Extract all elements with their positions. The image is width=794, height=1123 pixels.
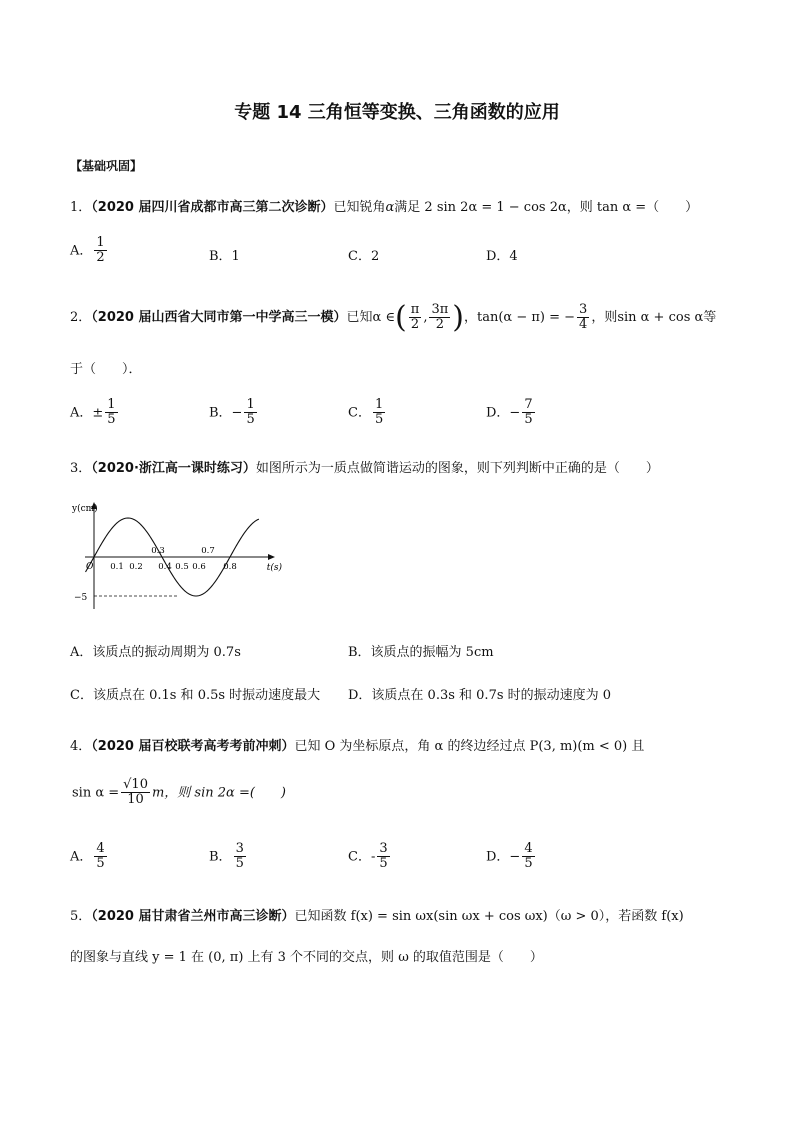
tick-0.8: 0.8 xyxy=(223,562,237,572)
q2-option-d: D．− $\frac{7}{5}$ xyxy=(486,397,533,428)
q4-text-a: 已知 O 为坐标原点，角 α 的终边经过点 P(3, m)(m < 0) 且 xyxy=(294,739,645,754)
q5-text-a: 已知函数 f(x) = sin ωx(sin ωx + cos ωx)（ω > 0），若函数 f(x) xyxy=(294,909,684,924)
y-axis-label: y(cm) xyxy=(72,504,98,514)
q2-option-c: C． $\frac{1}{5}$ xyxy=(348,397,384,428)
question-5 xyxy=(70,905,684,924)
question-3 xyxy=(70,457,659,476)
tick-0.6: 0.6 xyxy=(192,562,206,572)
q1-alpha: α xyxy=(385,200,395,215)
q4-option-d: D．− $\frac{4}{5}$ xyxy=(486,841,533,872)
q4-source: （2020 届百校联考高考考前冲刺） xyxy=(91,739,295,754)
q4-number: 4． xyxy=(70,739,92,754)
tick-0.7: 0.7 xyxy=(201,546,215,556)
q2-option-b: B．− $\frac{1}{5}$ xyxy=(209,397,255,428)
tick-0.1: 0.1 xyxy=(110,562,124,572)
q3-number: 3． xyxy=(70,461,92,476)
q2-source: （2020 届山西省大同市第一中学高三一模） xyxy=(91,310,347,325)
question-4 xyxy=(70,735,644,754)
q1-source: （2020 届四川省成都市高三第二次诊断） xyxy=(91,200,334,215)
q4-line-2: sin α = $\frac{√10}{10}$ m，则 sin 2α =( ) xyxy=(72,777,286,808)
q3-source: （2020·浙江高一课时练习） xyxy=(91,461,256,476)
q2-fraction: $\frac{3}{4}$ xyxy=(579,301,588,332)
q5-number: 5． xyxy=(70,909,92,924)
tick-0.2: 0.2 xyxy=(129,562,143,572)
q4-option-c: C．- $\frac{3}{5}$ xyxy=(348,841,388,872)
tick-0.3: 0.3 xyxy=(151,546,165,556)
q4-fraction: $\frac{√10}{10}$ xyxy=(123,777,148,808)
q2-line-2: 于（ ）． xyxy=(70,362,142,377)
q1-option-b: B．1 xyxy=(209,249,240,264)
q2-interval-start: $\frac{\pi}{2}$ xyxy=(410,301,420,332)
q1-text-b: 满足 2 sin 2α = 1 − cos 2α，则 tan α =（ ） xyxy=(394,200,699,215)
q5-source: （2020 届甘肃省兰州市高三诊断） xyxy=(91,909,295,924)
q1-option-c: C．2 xyxy=(348,249,380,264)
q2-text-a: 已知α ∈ xyxy=(346,310,396,325)
min-value-label: −5 xyxy=(74,593,88,603)
x-axis-label: t(s) xyxy=(266,563,282,573)
q3-option-c: C．该质点在 0.1s 和 0.5s 时振动速度最大 xyxy=(70,688,321,703)
q3-option-b: B．该质点的振幅为 5cm xyxy=(348,645,494,660)
q2-option-a: A．± $\frac{1}{5}$ xyxy=(70,397,116,428)
q3-option-a: A．该质点的振动周期为 0.7s xyxy=(70,645,241,660)
q3-shm-graph xyxy=(70,497,290,612)
tick-0.5: 0.5 xyxy=(175,562,189,572)
q2-interval-end: $\frac{3\pi}{2}$ xyxy=(431,301,449,332)
q2-text-c: ，则sin α + cos α等 xyxy=(591,310,717,325)
tick-0.4: 0.4 xyxy=(158,562,172,572)
q2-number: 2． xyxy=(70,310,92,325)
q3-text: 如图所示为一质点做简谐运动的图象，则下列判断中正确的是（ ） xyxy=(255,461,659,476)
q1-option-d: D．4 xyxy=(486,249,518,264)
question-2: 2．（2020 届山西省大同市第一中学高三一模）已知α ∈( $\frac{\pi}{2}$ , $\frac{3\pi}{2}$ )，tan(α − π) = − $\frac{3}{4}$ ，则sin α + cos α等 xyxy=(70,300,717,335)
q2-text-b: ，tan(α − π) = − xyxy=(464,310,576,325)
q4-option-b: B． $\frac{3}{5}$ xyxy=(209,841,244,872)
q3-option-d: D．该质点在 0.3s 和 0.7s 时的振动速度为 0 xyxy=(348,688,612,703)
page-title: 专题 14 三角恒等变换、三角函数的应用 xyxy=(234,102,560,123)
x-axis-arrow xyxy=(268,554,275,560)
q5-line-2: 的图象与直线 y = 1 在 (0, π) 上有 3 个不同的交点，则 ω 的取值范围是（ ） xyxy=(70,950,543,965)
q1-option-a-fraction: $\frac{1}{2}$ xyxy=(96,235,105,266)
question-1 xyxy=(70,196,698,215)
origin-label: O xyxy=(86,562,94,572)
q1-option-a: A． $\frac{1}{2}$ xyxy=(70,235,105,266)
section-heading: 【基础巩固】 xyxy=(70,159,143,173)
q1-number: 1． xyxy=(70,200,92,215)
q1-text-a: 已知锐角 xyxy=(333,200,386,215)
q4-option-a: A． $\frac{4}{5}$ xyxy=(70,841,105,872)
